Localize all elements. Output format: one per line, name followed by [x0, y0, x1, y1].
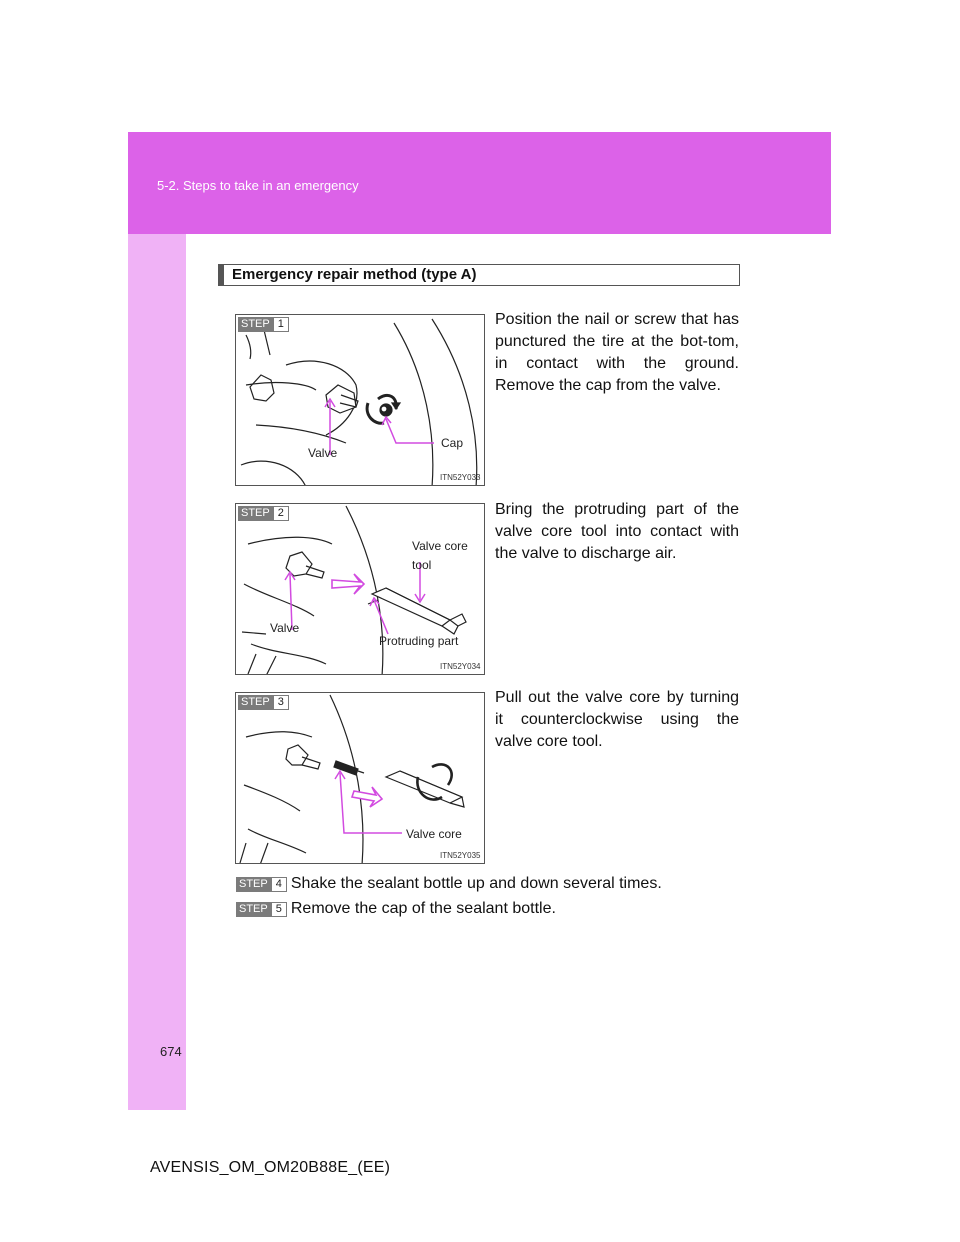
label-cap: Cap — [441, 436, 464, 450]
step-3-text: Pull out the valve core by turning it counterclockwise using the valve core tool. — [495, 689, 739, 750]
label-tool: tool — [412, 558, 432, 572]
step-badge-4: STEP 4 — [236, 877, 287, 892]
step-badge-1: STEP 1 — [238, 317, 289, 332]
label-valve: Valve — [308, 446, 338, 460]
figure-code: ITN52Y034 — [440, 662, 481, 671]
section-breadcrumb: 5-2. Steps to take in an emergency — [157, 178, 359, 193]
header-band — [128, 132, 831, 234]
step-2-text: Bring the protruding part of the valve core tool into contact with the valve to discharge air. — [495, 501, 739, 562]
label-protruding-part: Protruding part — [379, 634, 459, 648]
figure-step-2 — [235, 503, 485, 675]
step-badge-3: STEP 3 — [238, 695, 289, 710]
label-valve: Valve — [270, 621, 300, 635]
side-band — [128, 234, 186, 1110]
section-heading: Emergency repair method (type A) — [218, 264, 740, 286]
step-4 — [236, 875, 662, 893]
step-4-text: Shake the sealant bottle up and down several times. — [290, 875, 662, 892]
figure-code: ITN52Y033 — [440, 473, 481, 482]
page-number: 674 — [160, 1044, 182, 1059]
step-5-text: Remove the cap of the sealant bottle. — [290, 900, 556, 917]
figure-code: ITN52Y035 — [440, 851, 481, 860]
step-badge-2: STEP 2 — [238, 506, 289, 521]
figure-step-3 — [235, 692, 485, 864]
label-valve-core: Valve core — [406, 827, 462, 841]
valve-cap-illustration — [236, 315, 485, 486]
figure-step-1 — [235, 314, 485, 486]
step-badge-5: STEP 5 — [236, 902, 287, 917]
step-5 — [236, 900, 556, 918]
valve-core-tool-illustration — [236, 504, 485, 675]
label-valve-core-tool: Valve core — [412, 539, 468, 553]
step-1-text: Position the nail or screw that has punctured the tire at the bot-tom, in contact with the ground. Remove the cap from the valve. — [495, 311, 739, 394]
footer-doc-code: AVENSIS_OM_OM20B88E_(EE) — [150, 1159, 391, 1176]
